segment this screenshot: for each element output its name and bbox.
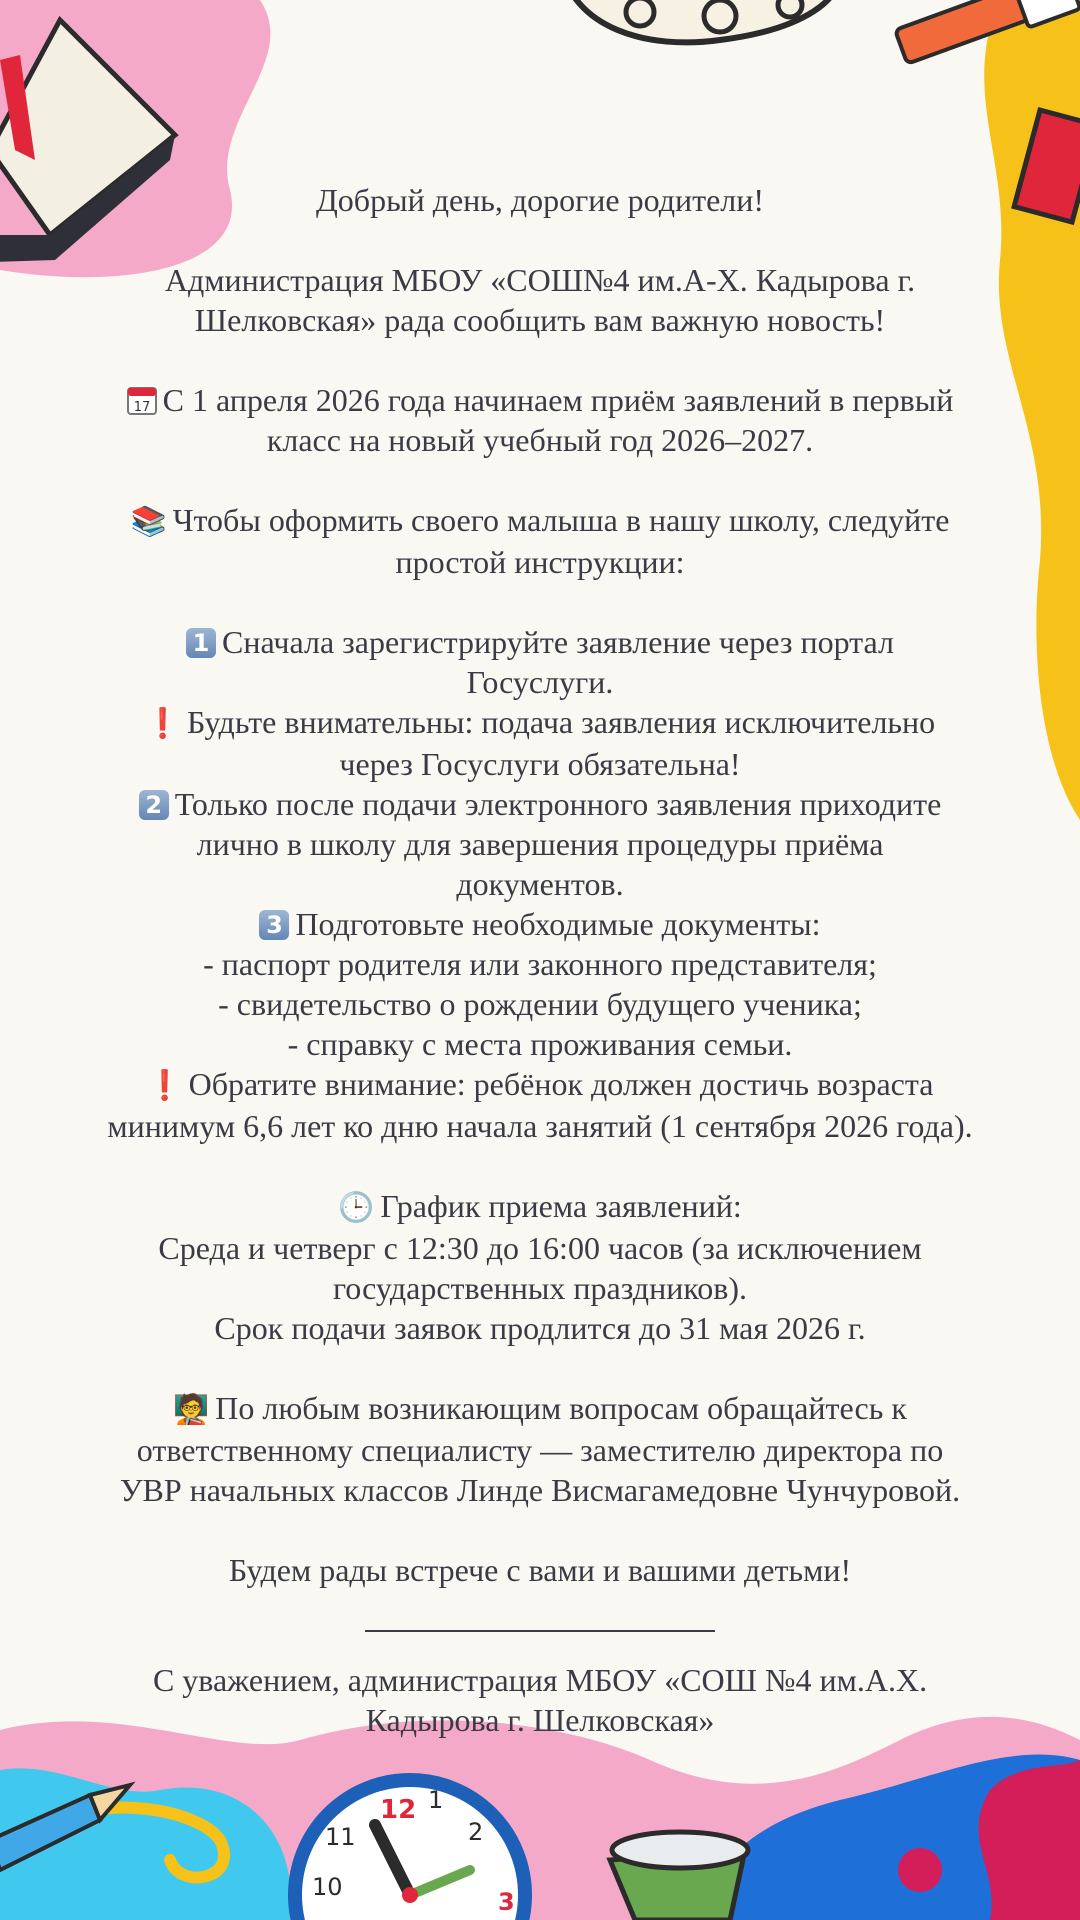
intro-line-1: Администрация МБОУ «СОШ№4 им.А-Х. Кадырова г. bbox=[164, 262, 916, 298]
contact-line-2: ответственному специалисту — заместителю директора по bbox=[136, 1432, 944, 1468]
document-item-1: - паспорт родителя или законного представителя; bbox=[203, 946, 877, 982]
exclamation-icon: ❗ bbox=[144, 708, 181, 740]
instruction-intro-line-1: 📚 Чтобы оформить своего малыша в нашу школу, следуйте bbox=[40, 500, 1040, 542]
red-dot bbox=[898, 1848, 942, 1892]
number-2-icon: 2 bbox=[139, 790, 169, 820]
clock-icon: 🕒 bbox=[338, 1192, 375, 1224]
books-icon: 📚 bbox=[130, 506, 167, 538]
start-notice-line-1: 17 С 1 апреля 2026 года начинаем приём заявлений в первый bbox=[40, 380, 1040, 420]
contact-line-3: УВР начальных классов Линде Висмагамедовне Чунчуровой. bbox=[119, 1472, 961, 1508]
step3-line-1: 3 Подготовьте необходимые документы: bbox=[40, 904, 1040, 944]
warning1-line-2: через Госуслуги обязательна! bbox=[339, 746, 741, 782]
start-notice-line-2: класс на новый учебный год 2026–2027. bbox=[266, 422, 814, 458]
step2-line-3: документов. bbox=[456, 866, 624, 902]
schedule-line-4: Срок подачи заявок продлится до 31 мая 2026 г. bbox=[214, 1310, 866, 1346]
clock-number-3: 3 bbox=[498, 1888, 515, 1916]
schedule-line-3: государственных праздников). bbox=[332, 1270, 748, 1306]
step2-line-1: 2 Только после подачи электронного заявления приходите bbox=[40, 784, 1040, 824]
greeting: Добрый день, дорогие родители! bbox=[315, 182, 765, 218]
signature-line-1: С уважением, администрация МБОУ «СОШ №4 им.А.Х. bbox=[152, 1662, 928, 1698]
number-1-icon: 1 bbox=[186, 628, 216, 658]
number-3-icon: 3 bbox=[259, 910, 289, 940]
step1-line-2: Госуслуги. bbox=[466, 664, 614, 700]
calendar-icon bbox=[127, 385, 157, 415]
schedule-title: 🕒 График приема заявлений: bbox=[40, 1186, 1040, 1228]
document-item-2: - свидетельство о рождении будущего ученика; bbox=[218, 986, 862, 1022]
contact-line-1: 🧑‍🏫 По любым возникающим вопросам обращайтесь к bbox=[40, 1388, 1040, 1430]
warning1-line-1: ❗ Будьте внимательны: подача заявления исключительно bbox=[40, 702, 1040, 744]
clock-number-2: 2 bbox=[468, 1818, 484, 1846]
warning2-line-1: ❗ Обратите внимание: ребёнок должен достичь возраста bbox=[40, 1064, 1040, 1106]
warning2-line-2: минимум 6,6 лет ко дню начала занятий (1 сентября 2026 года). bbox=[107, 1108, 973, 1144]
teacher-icon: 🧑‍🏫 bbox=[173, 1394, 210, 1426]
schedule-line-2: Среда и четверг с 12:30 до 16:00 часов (за исключением bbox=[158, 1230, 922, 1266]
document-item-3: - справку с места проживания семьи. bbox=[287, 1026, 793, 1062]
palette-icon bbox=[560, 0, 841, 42]
exclamation-icon: ❗ bbox=[146, 1070, 183, 1102]
cup-icon bbox=[610, 1832, 748, 1920]
closing: Будем рады встрече с вами и вашими детьми! bbox=[228, 1552, 852, 1588]
step2-line-2: лично в школу для завершения процедуры приёма bbox=[196, 826, 884, 862]
announcement-text bbox=[40, 180, 1040, 1740]
clock-number-12: 12 bbox=[380, 1795, 417, 1825]
signature-line-2: Кадырова г. Шелковская» bbox=[365, 1702, 715, 1738]
clock-number-10: 10 bbox=[312, 1873, 343, 1901]
step1-line-1: 1 Сначала зарегистрируйте заявление через портал bbox=[40, 622, 1040, 662]
instruction-intro-line-2: простой инструкции: bbox=[395, 544, 685, 580]
svg-text:17: 17 bbox=[133, 400, 150, 415]
clock-number-11: 11 bbox=[325, 1823, 356, 1851]
intro-line-2: Шелковская» рада сообщить вам важную новость! bbox=[194, 302, 886, 338]
clock-number-1: 1 bbox=[428, 1786, 444, 1814]
